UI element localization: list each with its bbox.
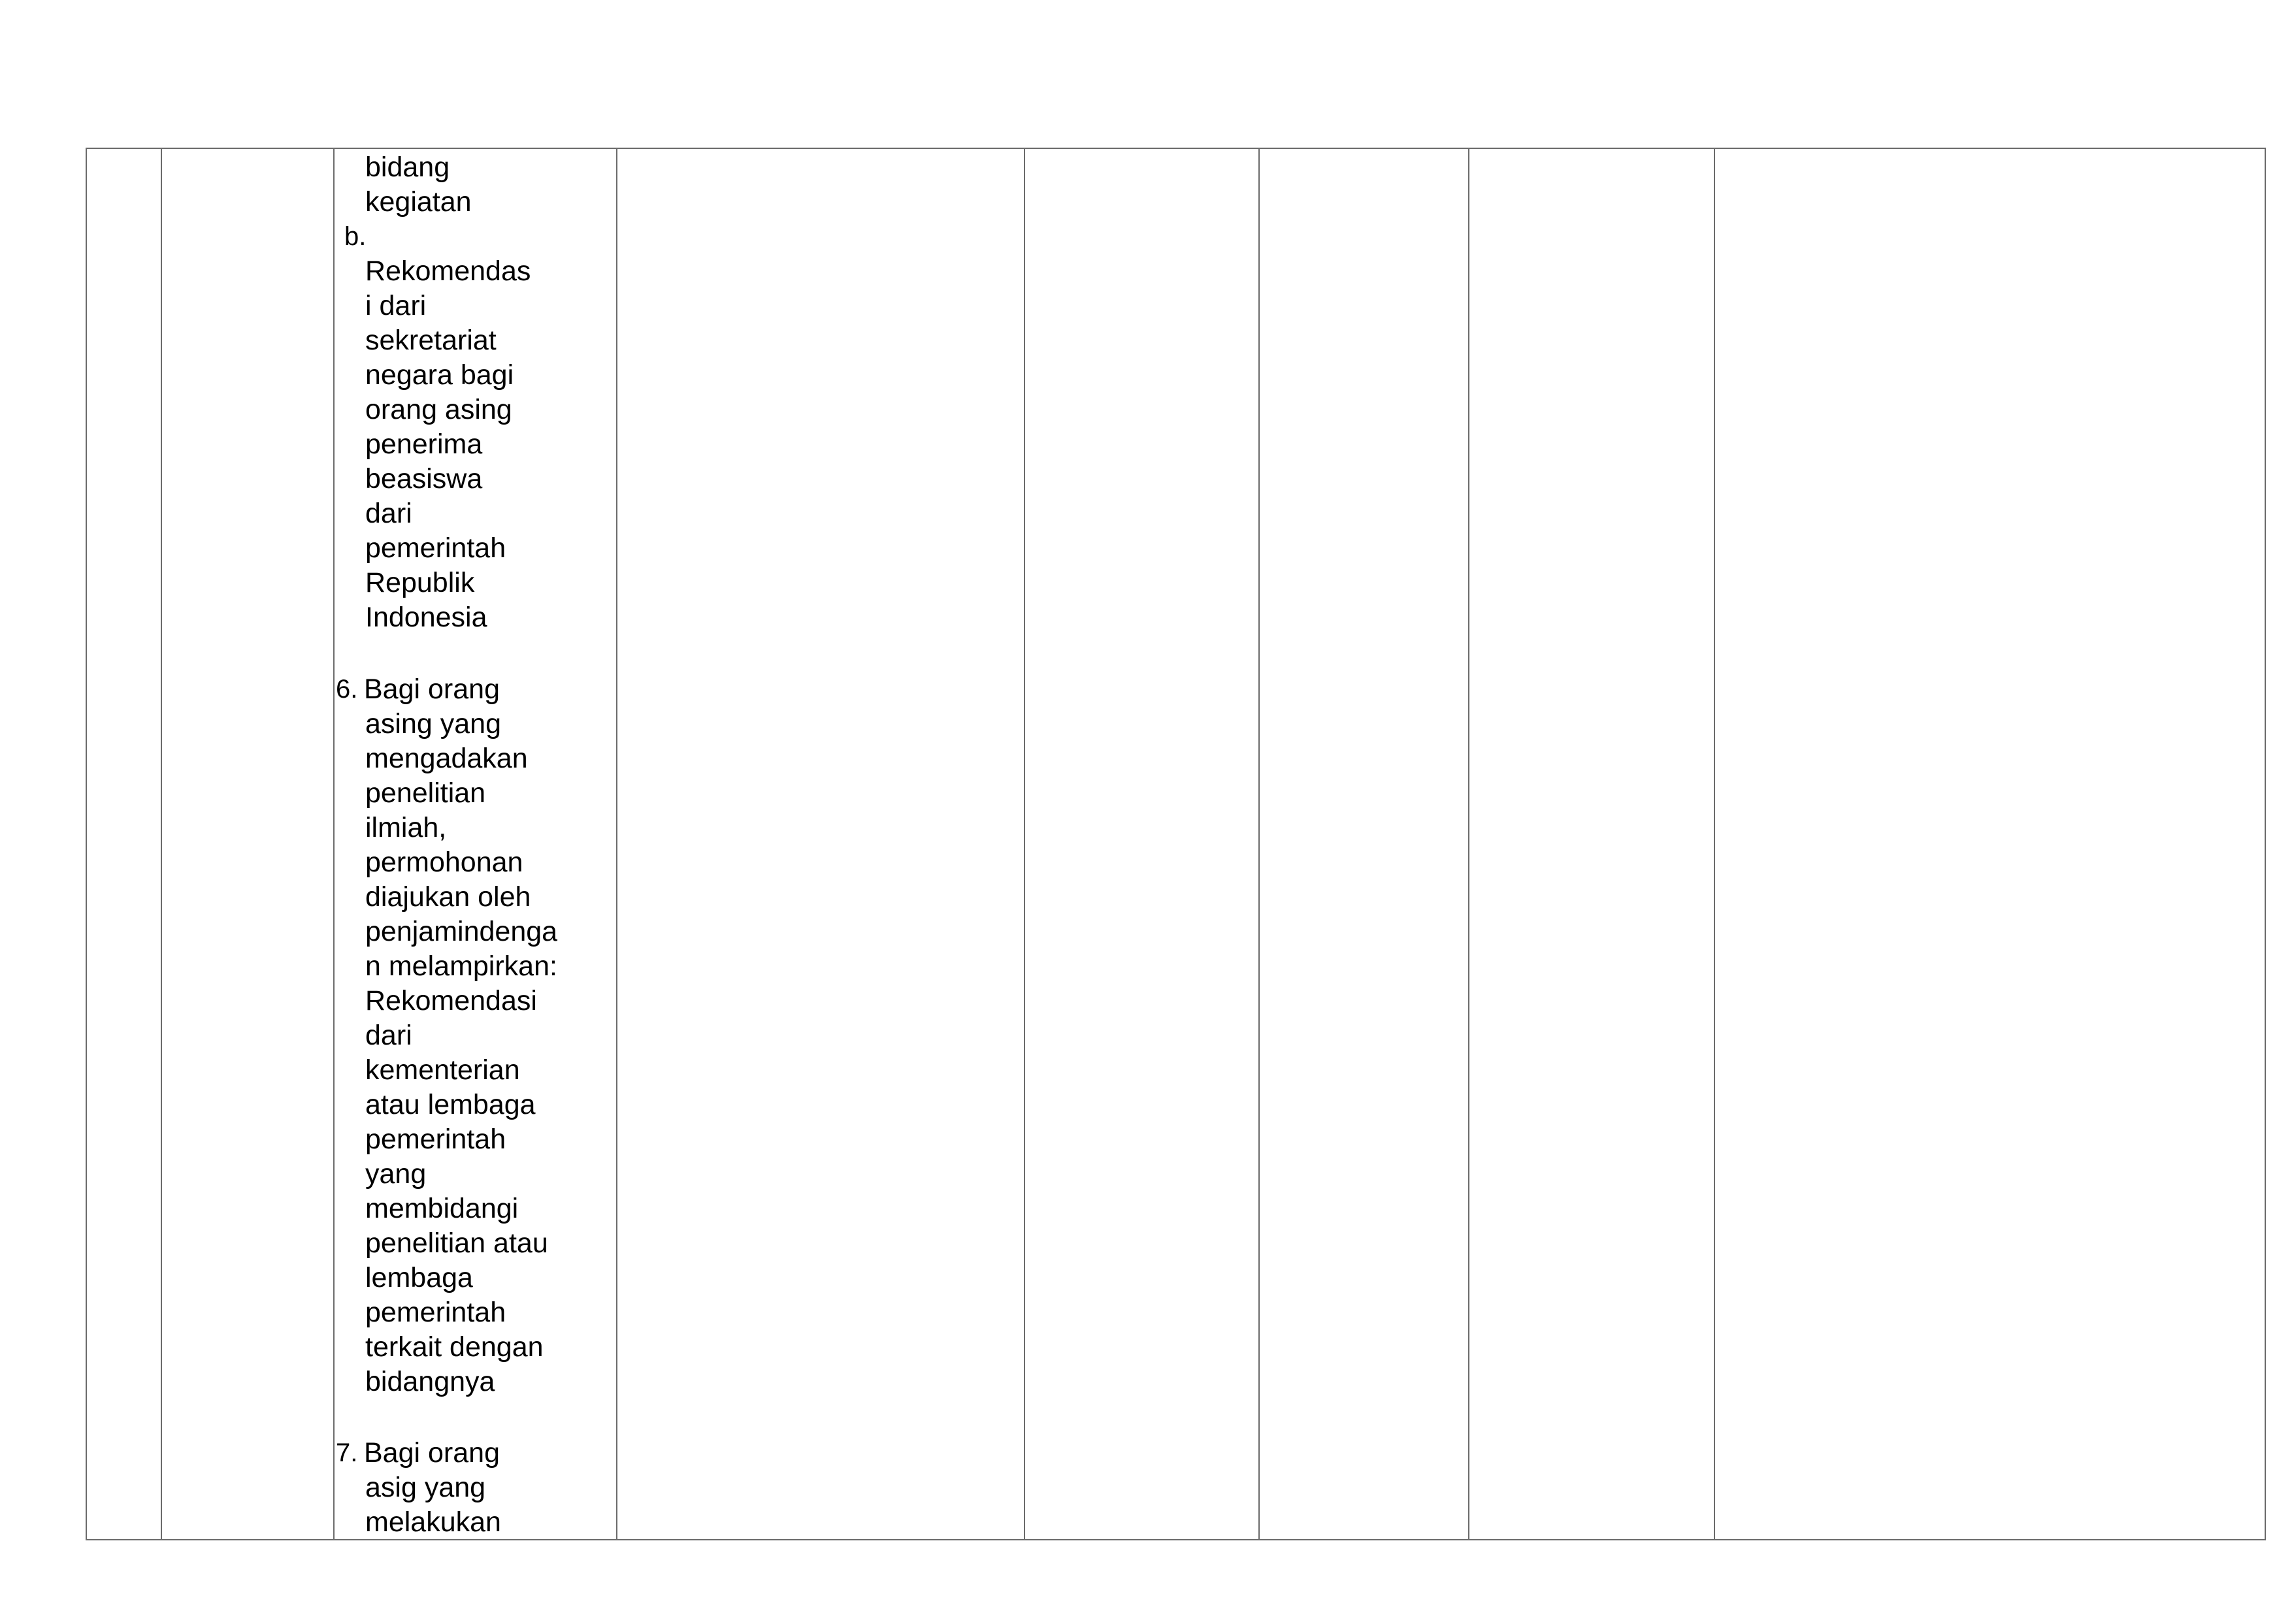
text-line: sekretariat bbox=[365, 325, 497, 356]
text-line: penelitian atau bbox=[365, 1227, 548, 1259]
text-line: pemerintah bbox=[365, 1297, 506, 1328]
text-line: penelitian bbox=[365, 777, 486, 809]
text-line: asing yang bbox=[365, 708, 501, 739]
text-line: bidang bbox=[365, 152, 450, 183]
list-marker-6: 6. bbox=[336, 675, 358, 704]
column-divider bbox=[161, 149, 162, 1539]
text-line: n melampirkan: bbox=[365, 950, 557, 982]
text-line: lembaga bbox=[365, 1262, 473, 1293]
list-marker-b: b. bbox=[344, 222, 367, 251]
text-line: Rekomendasi bbox=[365, 985, 537, 1016]
text-line: pemerintah bbox=[365, 1124, 506, 1155]
text-line: orang asing bbox=[365, 394, 512, 425]
text-line: Bagi orang bbox=[364, 674, 500, 705]
text-line: penerima bbox=[365, 429, 483, 460]
column-divider bbox=[333, 149, 335, 1539]
column-divider bbox=[1468, 149, 1469, 1539]
text-line: permohonan bbox=[365, 847, 523, 878]
text-line: dari bbox=[365, 1020, 412, 1051]
text-line: diajukan oleh bbox=[365, 881, 531, 913]
text-line: atau lembaga bbox=[365, 1089, 536, 1120]
text-line: i dari bbox=[365, 290, 427, 321]
text-line: bidangnya bbox=[365, 1366, 495, 1397]
text-line: beasiswa bbox=[365, 463, 483, 495]
text-line: mengadakan bbox=[365, 743, 528, 774]
text-line: terkait dengan bbox=[365, 1331, 544, 1363]
text-line: membidangi bbox=[365, 1193, 519, 1224]
list-marker-7: 7. bbox=[336, 1438, 358, 1467]
text-line: kegiatan bbox=[365, 186, 472, 218]
text-line: asig yang bbox=[365, 1472, 486, 1503]
text-line: negara bagi bbox=[365, 359, 514, 391]
text-line: Republik bbox=[365, 567, 475, 598]
column-divider bbox=[1258, 149, 1260, 1539]
text-line: Bagi orang bbox=[364, 1437, 500, 1469]
text-line: melakukan bbox=[365, 1506, 501, 1538]
text-line: Indonesia bbox=[365, 602, 487, 633]
text-line: penjamindenga bbox=[365, 916, 558, 947]
text-line: yang bbox=[365, 1158, 427, 1190]
column-divider bbox=[1024, 149, 1025, 1539]
text-line: ilmiah, bbox=[365, 812, 447, 843]
text-line: Rekomendas bbox=[365, 255, 531, 287]
column-divider bbox=[1714, 149, 1715, 1539]
text-line: dari bbox=[365, 498, 412, 529]
column-divider bbox=[616, 149, 617, 1539]
text-line: kementerian bbox=[365, 1054, 520, 1086]
text-line: pemerintah bbox=[365, 532, 506, 564]
